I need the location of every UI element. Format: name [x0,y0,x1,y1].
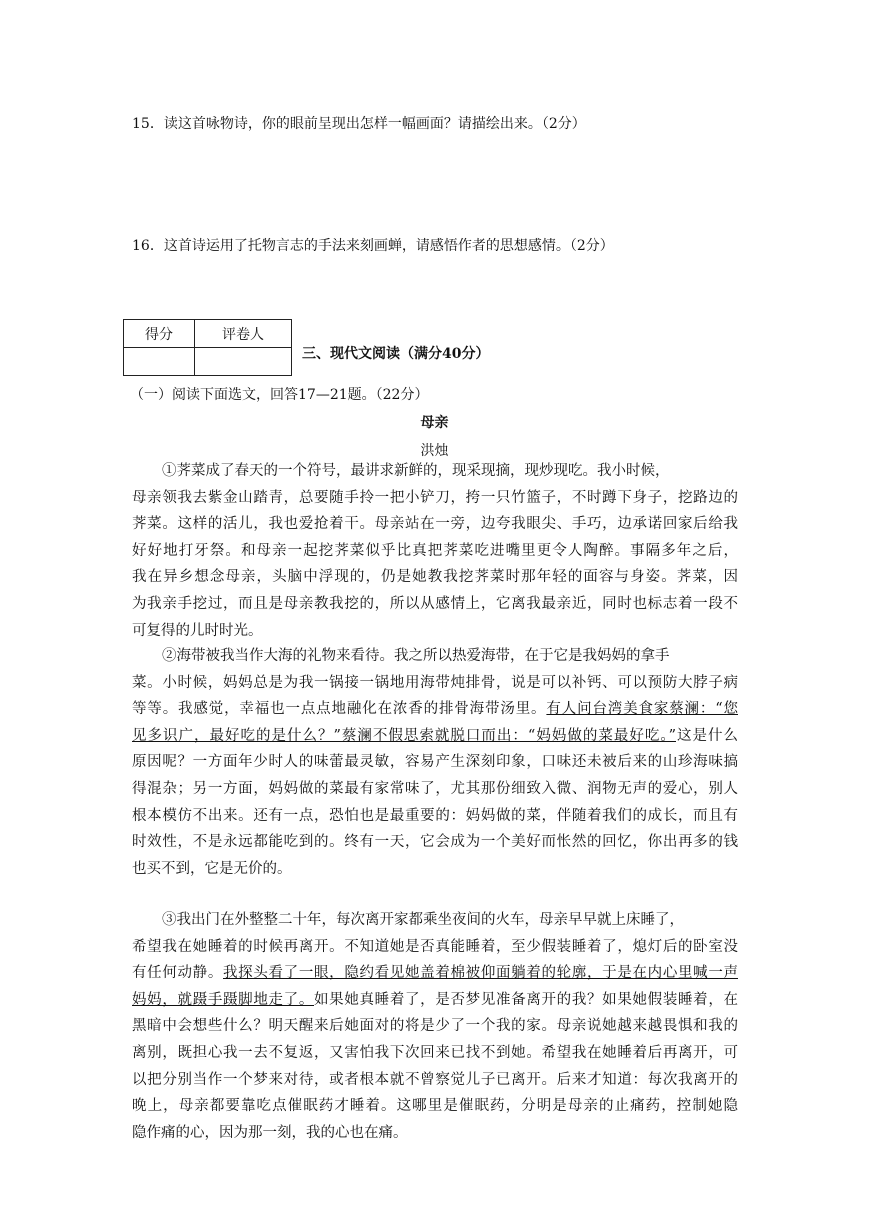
score-cell[interactable] [124,348,195,376]
paragraph-line [132,987,738,1014]
paragraph-line: 得混杂；另一方面，妈妈做的菜最有家常味了，尤其那份细致入微、润物无声的爱心，别人 [132,780,738,797]
grader-cell[interactable] [195,348,292,376]
paragraph-line: 原因呢？一方面年少时人的味蕾最灵敏，容易产生深刻印象，口味还未被后来的山珍海味搞 [132,754,738,771]
paragraph-line: ②海带被我当作大海的礼物来看待。我之所以热爱海带，在于它是我妈妈的拿手 [162,648,670,664]
article-title: 母亲 [420,415,449,431]
paragraph-line: 根本模仿不出来。还有一点，恐怕也是最重要的：妈妈做的菜，伴随着我们的成长，而且有 [132,807,738,824]
score-table [123,319,292,376]
paragraph-line: 时效性，不是永远都能吃到的。终有一天，它会成为一个美好而怅然的回忆，你出再多的钱 [132,834,738,851]
paragraph-line: ③我出门在外整整二十年，每次离开家都乘坐夜间的火车，母亲早早就上床睡了， [162,912,684,928]
paragraph-line: 也买不到，它是无价的。 [132,860,292,877]
score-header: 得分 [124,320,195,348]
paragraph-line: 离别，既担心我一去不复返，又害怕我下次回来已找不到她。希望我在她睡着后再离开，可 [132,1044,738,1061]
underlined-sentence: 有人问台湾美食家蔡澜：“您 [546,701,738,718]
paragraph-text: 这是什么 [676,727,738,744]
paragraph-line: 黑暗中会想些什么？明天醒来后她面对的将是少了一个我的家。母亲说她越来越畏惧和我的 [132,1018,738,1035]
paragraph-line: 好好地打牙祭。和母亲一起挖荠菜似乎比真把荠菜吃进嘴里更令人陶醉。事隔多年之后， [132,542,738,559]
underlined-sentence: 我探头看了一眼，隐约看见她盖着棉被仰面躺着的轮廓，于是在内心里喊一声 [223,965,738,982]
paragraph-line [132,696,738,723]
paragraph-line [132,723,738,750]
paragraph-3 [132,907,738,1146]
paragraph-1 [132,458,738,644]
question-16: 16．这首诗运用了托物言志的手法来刻画蝉，请感悟作者的思想感情。（2分） [132,238,614,254]
paragraph-text: 如果她真睡着了，是否梦见准备离开的我？如果她假装睡着，在 [314,991,738,1008]
underlined-sentence: 妈妈，就蹑手蹑脚地走了。 [132,991,314,1008]
paragraph-text: 等等。我感觉，幸福也一点点地融化在浓香的排骨海带汤里。 [132,701,547,718]
paragraph-line: 希望我在她睡着的时候再离开。不知道她是否真能睡着，至少假装睡着了，熄灯后的卧室没 [132,938,738,955]
paragraph-line: ①荠菜成了春天的一个符号，最讲求新鲜的，现采现摘，现炒现吃。我小时候， [162,463,670,479]
article-author: 洪烛 [420,443,449,459]
paragraph-line: 可复得的儿时时光。 [132,622,263,639]
paragraph-line [132,960,738,987]
paragraph-line: 为我亲手挖过，而且是母亲教我挖的，所以从感情上，它离我最亲近，同时也标志着一段不 [132,595,738,612]
paragraph-line: 晚上，母亲都要靠吃点催眠药才睡着。这哪里是催眠药，分明是母亲的止痛药，控制她隐 [132,1098,738,1115]
grader-header: 评卷人 [195,320,292,348]
paragraph-line: 菜。小时候，妈妈总是为我一锅接一锅地用海带炖排骨，说是可以补钙、可以预防大脖子病 [132,674,738,691]
paragraph-line: 隐作痛的心，因为那一刻，我的心也在痛。 [132,1124,408,1141]
paragraph-text: 有任何动静。 [132,965,223,982]
paragraph-line: 荠菜。这样的活儿，我也爱抢着干。母亲站在一旁，边夸我眼尖、手巧，边承诺回家后给我 [132,516,738,533]
paragraph-line: 以把分别当作一个梦来对待，或者根本就不曾察觉儿子已离开。后来才知道：每次我离开的 [132,1071,738,1088]
paragraph-line: 母亲领我去紫金山踏青，总要随手拎一把小铲刀，挎一只竹篮子，不时蹲下身子，挖路边的 [132,489,738,506]
reading-intro: （一）阅读下面选文，回答17—21题。（22分） [130,387,429,403]
question-15: 15．读这首咏物诗，你的眼前呈现出怎样一幅画面？请描绘出来。（2分） [132,116,586,132]
paragraph-line: 我在异乡想念母亲，头脑中浮现的，仍是她教我挖荠菜时那年轻的面容与身姿。荠菜，因 [132,569,738,586]
section-title: 三、现代文阅读（满分40分） [302,346,490,362]
paragraph-2 [132,643,738,882]
underlined-sentence: 见多识广，最好吃的是什么？”蔡澜不假思索就脱口而出：“妈妈做的菜最好吃。” [132,727,676,744]
